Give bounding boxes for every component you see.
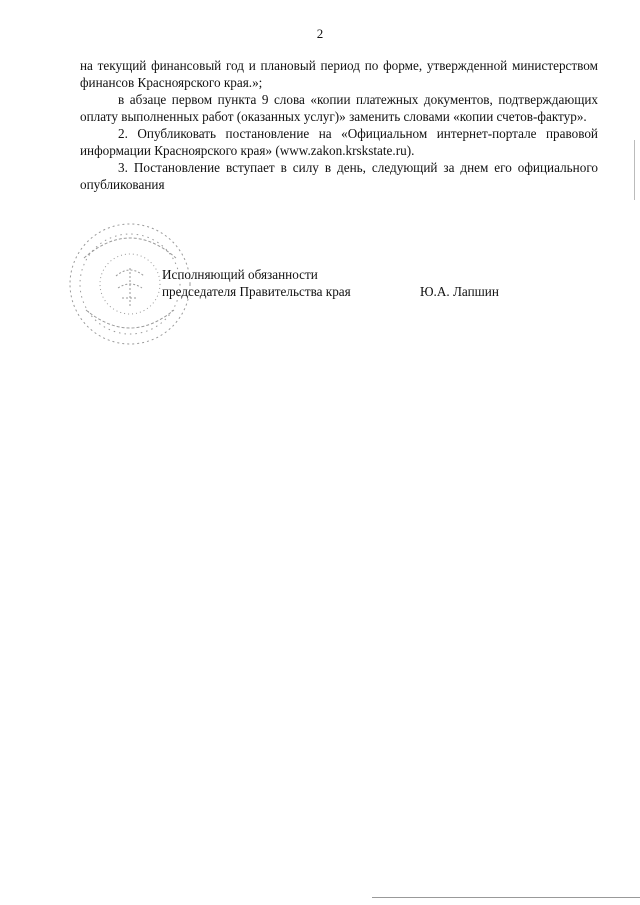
paragraph-effective: 3. Постановление вступает в силу в день, следующий за днем его официального опубликования [80, 160, 598, 192]
scan-edge-mark [634, 140, 635, 200]
scan-bottom-rule [372, 897, 640, 898]
signatory-position-line1: Исполняющий обязанности [162, 267, 318, 282]
page-number: 2 [316, 26, 324, 41]
document-body [80, 57, 598, 193]
paragraph-amendment: в абзаце первом пункта 9 слова «копии платежных документов, подтверждающих оплату выполненных работ (оказанных услуг)» заменить словами «копии счетов-фактур». [80, 92, 598, 124]
signature-block [162, 266, 542, 300]
paragraph-publish: 2. Опубликовать постановление на «Официальном интернет-портале правовой информации Красноярского края» (www.zakon.krskstate.ru). [80, 126, 598, 158]
paragraph-continuation: на текущий финансовый год и плановый период по форме, утвержденной министерством финансов Красноярского края.»; [80, 58, 598, 90]
signatory-position-line2: председателя Правительства края [162, 284, 351, 299]
signatory-name: Ю.А. Лапшин [420, 284, 499, 299]
